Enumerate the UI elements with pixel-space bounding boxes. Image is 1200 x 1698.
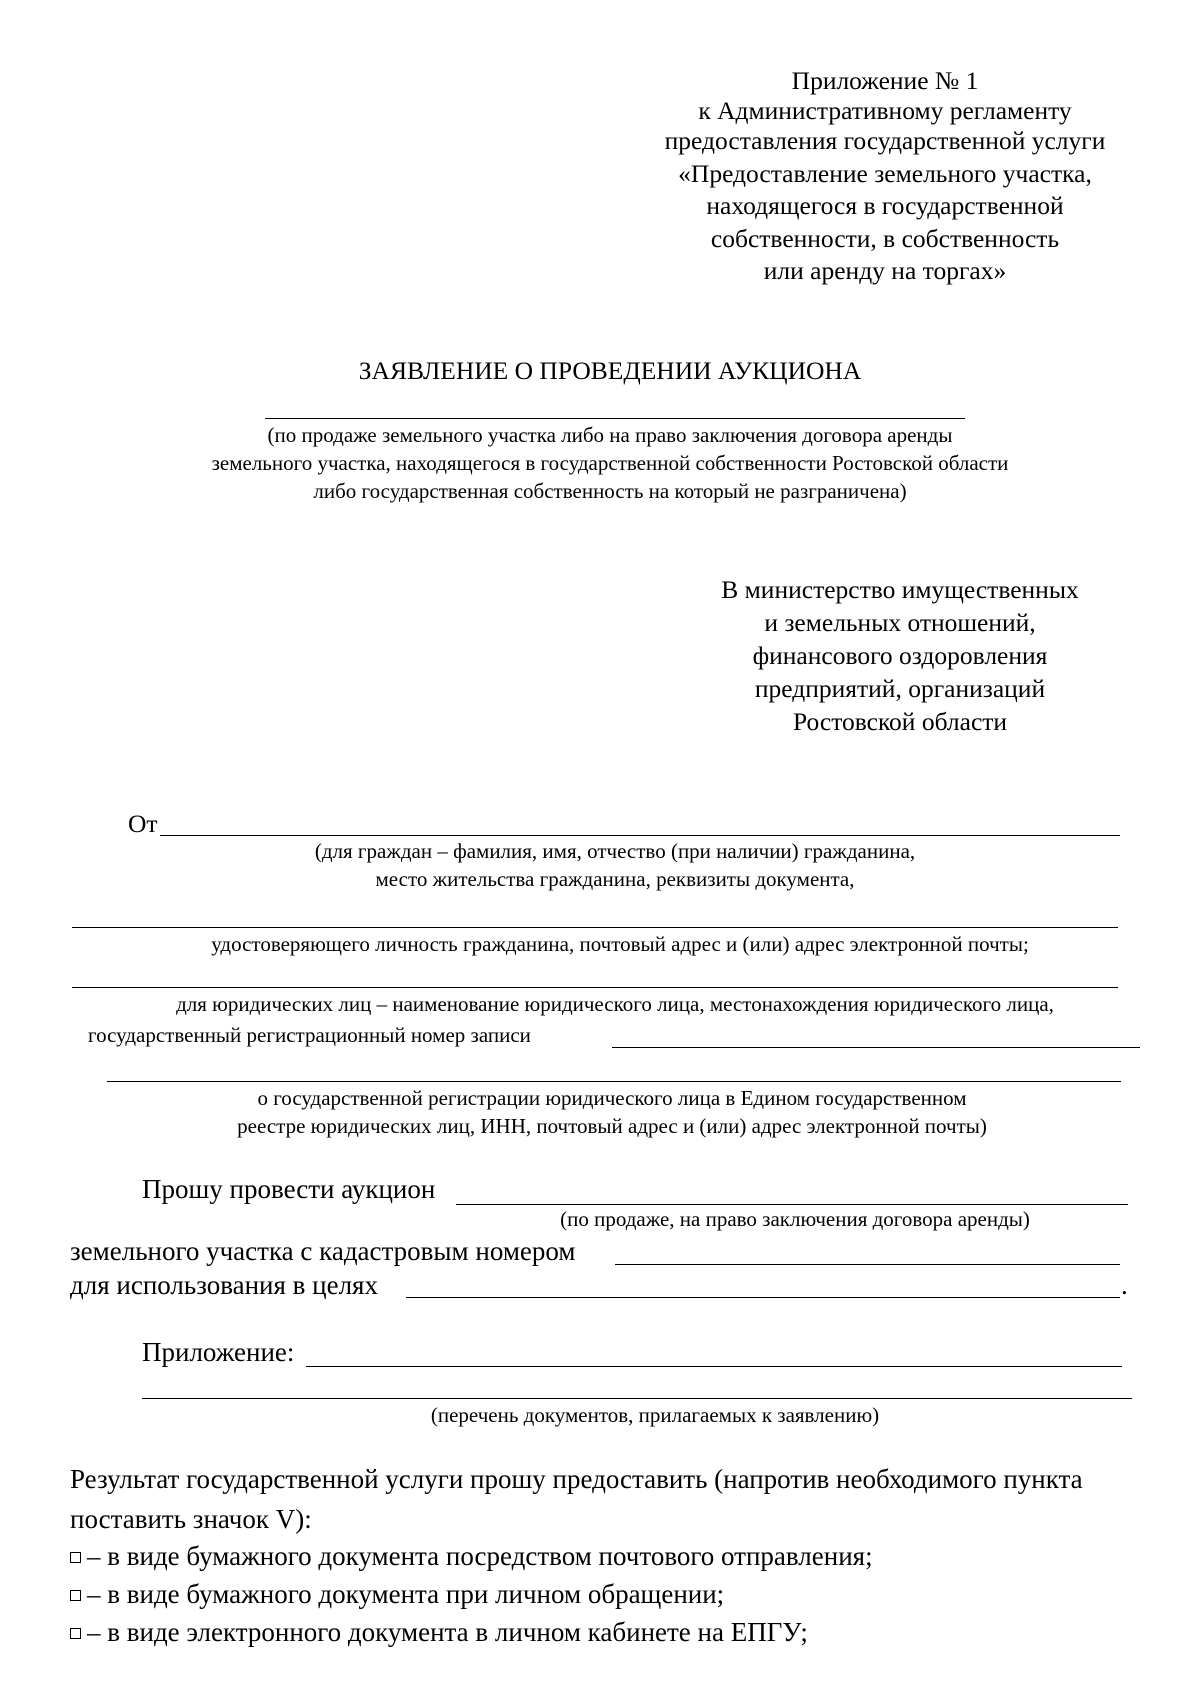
from-hint-line: (для граждан – фамилия, имя, отчество (при наличии) гражданина, xyxy=(314,839,916,863)
subtitle-line: земельного участка, находящегося в государственной собственности Ростовской области xyxy=(211,451,1009,475)
registration-hint-line: реестре юридических лиц, ИНН, почтовый адрес и (или) адрес электронной почты) xyxy=(237,1114,987,1138)
registration-extra-field[interactable] xyxy=(107,1081,1121,1082)
result-text-line: поставить значок V): xyxy=(70,1504,312,1534)
attachment-label: Приложение: xyxy=(142,1337,295,1367)
option-label: – в виде бумажного документа при личном обращении; xyxy=(87,1579,725,1609)
attachment-hint: (перечень документов, прилагаемых к заявлению) xyxy=(430,1403,880,1427)
from-hint-line: удостоверяющего личность гражданина, почтовый адрес и (или) адрес электронной почты; xyxy=(211,932,1029,956)
header-line: «Предоставление земельного участка, xyxy=(678,159,1092,188)
subtitle-line: либо государственная собственность на который не разграничена) xyxy=(313,479,907,503)
cadastral-label: земельного участка с кадастровым номером xyxy=(70,1236,576,1266)
attachment-field[interactable] xyxy=(306,1366,1122,1367)
addressee-line: предприятий, организаций xyxy=(754,674,1046,703)
result-option-epgu[interactable] xyxy=(70,1619,808,1646)
request-label: Прошу провести аукцион xyxy=(142,1174,436,1204)
document-title: ЗАЯВЛЕНИЕ О ПРОВЕДЕНИИ АУКЦИОНА xyxy=(358,356,862,385)
attachment-field-2[interactable] xyxy=(142,1398,1132,1399)
checkbox-icon[interactable] xyxy=(70,1628,81,1639)
result-option-in-person[interactable] xyxy=(70,1581,724,1608)
addressee-line: финансового оздоровления xyxy=(752,641,1048,670)
checkbox-icon[interactable] xyxy=(70,1552,81,1563)
purpose-field[interactable] xyxy=(406,1297,1120,1298)
checkbox-icon[interactable] xyxy=(70,1590,81,1601)
header-line: или аренду на торгах» xyxy=(763,256,1007,285)
from-label: От xyxy=(128,809,158,838)
title-blank-line[interactable] xyxy=(265,418,965,419)
subtitle-line: (по продаже земельного участка либо на право заключения договора аренды xyxy=(267,423,953,447)
from-document-field[interactable] xyxy=(72,927,1118,928)
option-label: – в виде бумажного документа посредством почтового отправления; xyxy=(87,1541,873,1571)
addressee-line: и земельных отношений, xyxy=(764,608,1036,637)
result-text-line: Результат государственной услуги прошу предоставить (напротив необходимого пункта xyxy=(70,1464,1083,1494)
addressee-line: В министерство имущественных xyxy=(721,575,1079,604)
purpose-label: для использования в целях xyxy=(70,1270,378,1300)
registration-number-label: государственный регистрационный номер записи xyxy=(88,1023,531,1047)
purpose-end: . xyxy=(1121,1270,1128,1300)
auction-type-hint: (по продаже, на право заключения договора аренды) xyxy=(560,1207,1030,1231)
auction-type-field[interactable] xyxy=(456,1204,1128,1205)
result-option-postal[interactable] xyxy=(70,1543,873,1570)
registration-number-field[interactable] xyxy=(612,1047,1140,1048)
option-label: – в виде электронного документа в личном кабинете на ЕПГУ; xyxy=(87,1617,808,1647)
header-line: находящегося в государственной xyxy=(706,191,1064,220)
cadastral-number-field[interactable] xyxy=(615,1264,1120,1265)
from-name-field[interactable] xyxy=(160,835,1120,836)
header-line: к Административному регламенту xyxy=(698,96,1072,125)
addressee-line: Ростовской области xyxy=(792,707,1008,736)
header-line: Приложение № 1 xyxy=(791,66,979,95)
header-line: предоставления государственной услуги xyxy=(664,126,1106,155)
from-hint-line: место жительства гражданина, реквизиты документа, xyxy=(375,867,855,891)
from-address-field[interactable] xyxy=(72,987,1118,988)
legal-entity-hint: для юридических лиц – наименование юридического лица, местонахождения юридического лица, xyxy=(176,992,1054,1016)
registration-hint-line: о государственной регистрации юридического лица в Едином государственном xyxy=(257,1086,967,1110)
header-line: собственности, в собственность xyxy=(710,224,1060,253)
